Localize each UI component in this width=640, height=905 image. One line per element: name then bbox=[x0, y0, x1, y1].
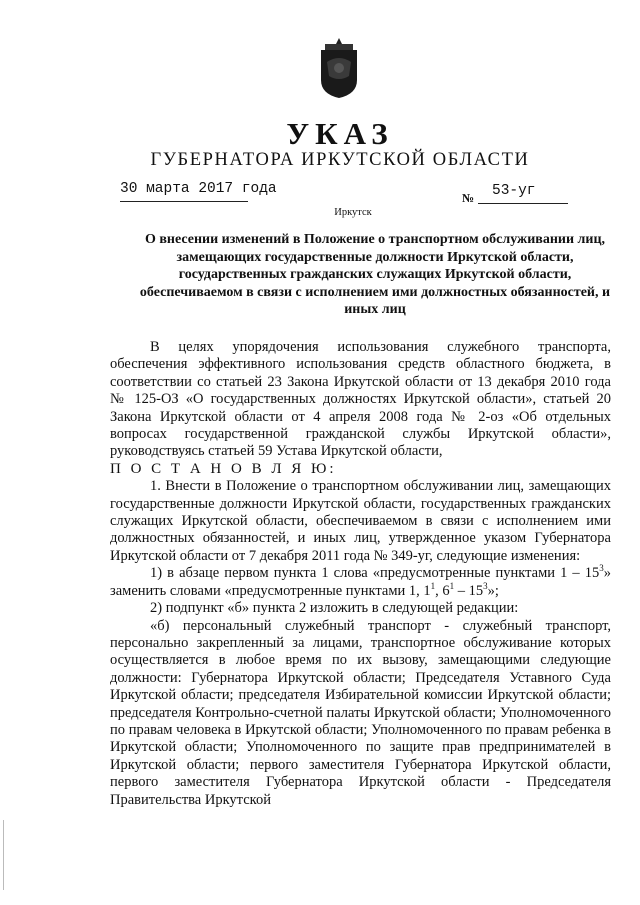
subitem-1-text-c: , 6 bbox=[435, 582, 450, 599]
scan-edge-mark bbox=[3, 820, 4, 890]
document-heading: О внесении изменений в Положение о транспортном обслуживании лиц, замещающих государственные должности Иркутской области, государственных гражданских служащих Иркутской области, обеспечиваемом в связи с исполнением ими должностных обязанностей, и иных лиц bbox=[139, 232, 611, 317]
subitem-1-text-e: »; bbox=[487, 582, 499, 599]
superscript: 3 bbox=[483, 580, 488, 591]
superscript: 1 bbox=[430, 580, 436, 591]
subitem-1-paragraph bbox=[110, 565, 611, 600]
superscript: 1 bbox=[449, 580, 455, 591]
document-body bbox=[110, 339, 611, 809]
document-subtitle: ГУБЕРНАТОРА ИРКУТСКОЙ ОБЛАСТИ bbox=[150, 150, 530, 170]
item-1-paragraph: 1. Внести в Положение о транспортном обслуживании лиц, замещающих государственные должности Иркутской области, государственных гражданских служащих Иркутской области, обеспечиваемом в связи с исполнением ими должностных обязанностей, и иных лиц, утвержденное указом Губернатора Иркутской области от 7 декабря 2011 года № 349-уг, следующие изменения: bbox=[110, 478, 611, 564]
number-underline bbox=[478, 203, 568, 204]
preamble-paragraph: В целях упорядочения использования служебного транспорта, обеспечения эффективного использования средств областного бюджета, в соответствии со статьей 23 Закона Иркутской области от 13 декабря 2010 года № 125-ОЗ «О государственных должностях Иркутской области», статьей 20 Закона Иркутской области от 4 апреля 2008 года № 2-оз «Об отдельных вопросах государственной гражданской службы Иркутской области», руководствуясь статьей 59 Устава Иркутской области, bbox=[110, 339, 611, 460]
subitem-2-paragraph: 2) подпункт «б» пункта 2 изложить в следующей редакции: bbox=[150, 600, 519, 617]
document-title: УКАЗ bbox=[286, 116, 394, 151]
document-city: Иркутск bbox=[334, 207, 372, 218]
decree-word: П О С Т А Н О В Л Я Ю: bbox=[110, 460, 337, 477]
subitem-1-text-b: » заменить словами «предусмотренные пунктами 1, 1 bbox=[110, 565, 611, 599]
subitem-1-text-a: 1) в абзаце первом пункта 1 слова «предусмотренные пунктами 1 – 15 bbox=[150, 565, 600, 582]
superscript: 3 bbox=[599, 563, 604, 574]
subitem-1-text-d: – 15 bbox=[454, 582, 484, 599]
coat-of-arms-emblem bbox=[317, 36, 361, 100]
document-number: 53-уг bbox=[492, 183, 536, 199]
document-date: 30 марта 2017 года bbox=[120, 181, 277, 197]
date-underline bbox=[120, 201, 248, 202]
quoted-paragraph: «б) персональный служебный транспорт - служебный транспорт, персонально закрепленный за лицами, транспортное обслуживание которых осуществляется в любое время по их вызову, замещающими следующие должности: Губернатора Иркутской области; Председателя Уставного Суда Иркутской области; председателя Избирательной комиссии Иркутской области; председателя Контрольно-счетной палаты Иркутской области; Уполномоченного по правам человека в Иркутской области; Уполномоченного по правам ребенка в Иркутской области; Уполномоченного по защите прав предпринимателей в Иркутской области; первого заместителя Губернатора Иркутской области, первого заместителя Губернатора Иркутской области - Председателя Правительства Иркутской bbox=[110, 617, 611, 808]
number-sign: № bbox=[462, 191, 475, 205]
